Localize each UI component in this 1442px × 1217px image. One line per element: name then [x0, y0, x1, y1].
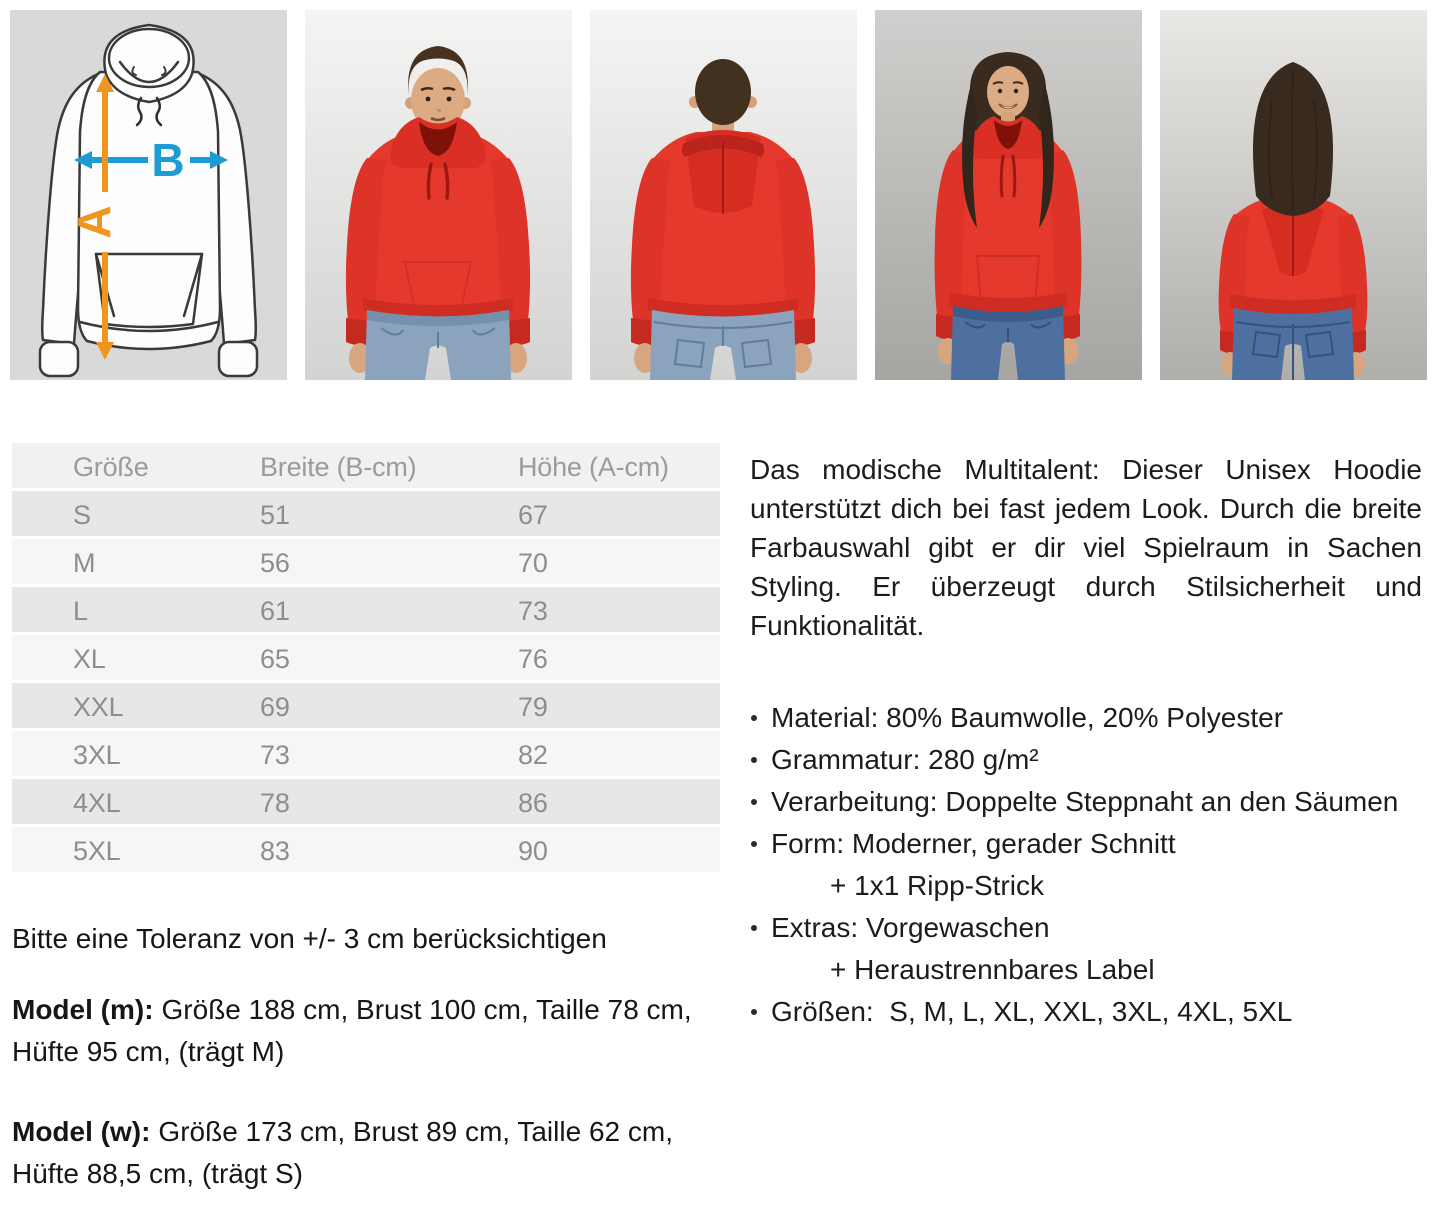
width-cell: 61 — [260, 596, 290, 626]
table-row — [12, 731, 720, 779]
bullet-icon — [751, 841, 757, 847]
model-w-label: Model (w): — [12, 1116, 151, 1147]
measure-label-a: A — [68, 205, 120, 239]
width-cell: 83 — [260, 836, 290, 866]
feature-material — [750, 697, 1422, 739]
height-cell: 86 — [518, 788, 548, 818]
bullet-icon — [751, 925, 757, 931]
model-w-measurements: Größe 173 cm, Brust 89 cm, Taille 62 cm, Hüfte 88,5 cm, (trägt S) — [12, 1116, 673, 1189]
feature-text: Verarbeitung: Doppelte Steppnaht an den Säumen — [771, 786, 1399, 817]
feature-grammatur — [750, 739, 1422, 781]
size-diagram-image[interactable] — [10, 10, 287, 380]
model-m-label: Model (m): — [12, 994, 154, 1025]
model-w-note — [12, 1111, 712, 1195]
model-m-note — [12, 989, 712, 1073]
height-cell: 82 — [518, 740, 548, 770]
size-cell: S — [73, 500, 91, 530]
feature-extras — [750, 907, 1422, 991]
size-cell: M — [73, 548, 96, 578]
product-image-gallery — [0, 0, 1442, 380]
width-cell: 65 — [260, 644, 290, 674]
feature-text: Material: 80% Baumwolle, 20% Polyester — [771, 702, 1284, 733]
table-row — [12, 635, 720, 683]
column-header-hoehe: Höhe (A-cm) — [518, 452, 669, 482]
size-cell: XL — [73, 644, 106, 674]
column-header-breite: Breite (B-cm) — [260, 452, 417, 482]
width-cell: 56 — [260, 548, 290, 578]
feature-form — [750, 823, 1422, 907]
hoodie-measurement-diagram — [10, 10, 287, 380]
female-front-photo-graphic — [875, 10, 1142, 380]
photo-female-back[interactable] — [1160, 10, 1427, 380]
male-front-photo-graphic — [305, 10, 572, 380]
column-header-groesse: Größe — [73, 452, 149, 482]
feature-groessen — [750, 991, 1422, 1033]
product-info-section — [0, 443, 1442, 1195]
size-cell: XXL — [73, 692, 124, 722]
feature-text: Extras: Vorgewaschen — [771, 912, 1050, 943]
tolerance-note: Bitte eine Toleranz von +/- 3 cm berücksichtigen — [12, 923, 607, 954]
width-cell: 78 — [260, 788, 290, 818]
feature-extra-line: + 1x1 Ripp-Strick — [830, 870, 1044, 901]
bullet-icon — [751, 799, 757, 805]
height-cell: 73 — [518, 596, 548, 626]
table-row — [12, 779, 720, 827]
table-row — [12, 491, 720, 539]
size-info-column — [12, 443, 720, 1195]
measure-label-b: B — [151, 134, 185, 186]
feature-text: Grammatur: 280 g/m² — [771, 744, 1039, 775]
model-m-measurements: Größe 188 cm, Brust 100 cm, Taille 78 cm, Hüfte 95 cm, (trägt M) — [12, 994, 692, 1067]
height-cell: 76 — [518, 644, 548, 674]
bullet-icon — [751, 1009, 757, 1015]
width-cell: 69 — [260, 692, 290, 722]
photo-male-back[interactable] — [590, 10, 857, 380]
bullet-icon — [751, 757, 757, 763]
feature-text: Größen: S, M, L, XL, XXL, 3XL, 4XL, 5XL — [771, 996, 1293, 1027]
width-cell: 73 — [260, 740, 290, 770]
feature-text: Form: Moderner, gerader Schnitt — [771, 828, 1176, 859]
height-cell: 67 — [518, 500, 548, 530]
size-cell: 4XL — [73, 788, 121, 818]
size-table-header-row — [12, 443, 720, 491]
feature-list — [750, 697, 1422, 1033]
height-cell: 90 — [518, 836, 548, 866]
size-table — [12, 443, 720, 875]
height-cell: 70 — [518, 548, 548, 578]
table-row — [12, 539, 720, 587]
product-description: Das modische Multitalent: Dieser Unisex Hoodie unterstützt dich bei fast jedem Look. Durch die breite Farbauswahl gibt er dir viel Spielraum in Sachen Styling. Er überzeugt durch Stilsicherheit und Funktionalität. — [750, 454, 1422, 641]
size-cell: 5XL — [73, 836, 121, 866]
table-row — [12, 827, 720, 875]
female-back-photo-graphic — [1160, 10, 1427, 380]
male-back-photo-graphic — [590, 10, 857, 380]
size-cell: 3XL — [73, 740, 121, 770]
table-row — [12, 683, 720, 731]
photo-female-front[interactable] — [875, 10, 1142, 380]
feature-verarbeitung — [750, 781, 1422, 823]
size-cell: L — [73, 596, 88, 626]
photo-male-front[interactable] — [305, 10, 572, 380]
description-column — [750, 443, 1422, 1195]
bullet-icon — [751, 715, 757, 721]
table-row — [12, 587, 720, 635]
height-cell: 79 — [518, 692, 548, 722]
width-cell: 51 — [260, 500, 290, 530]
feature-extra-line: + Heraustrennbares Label — [830, 954, 1155, 985]
